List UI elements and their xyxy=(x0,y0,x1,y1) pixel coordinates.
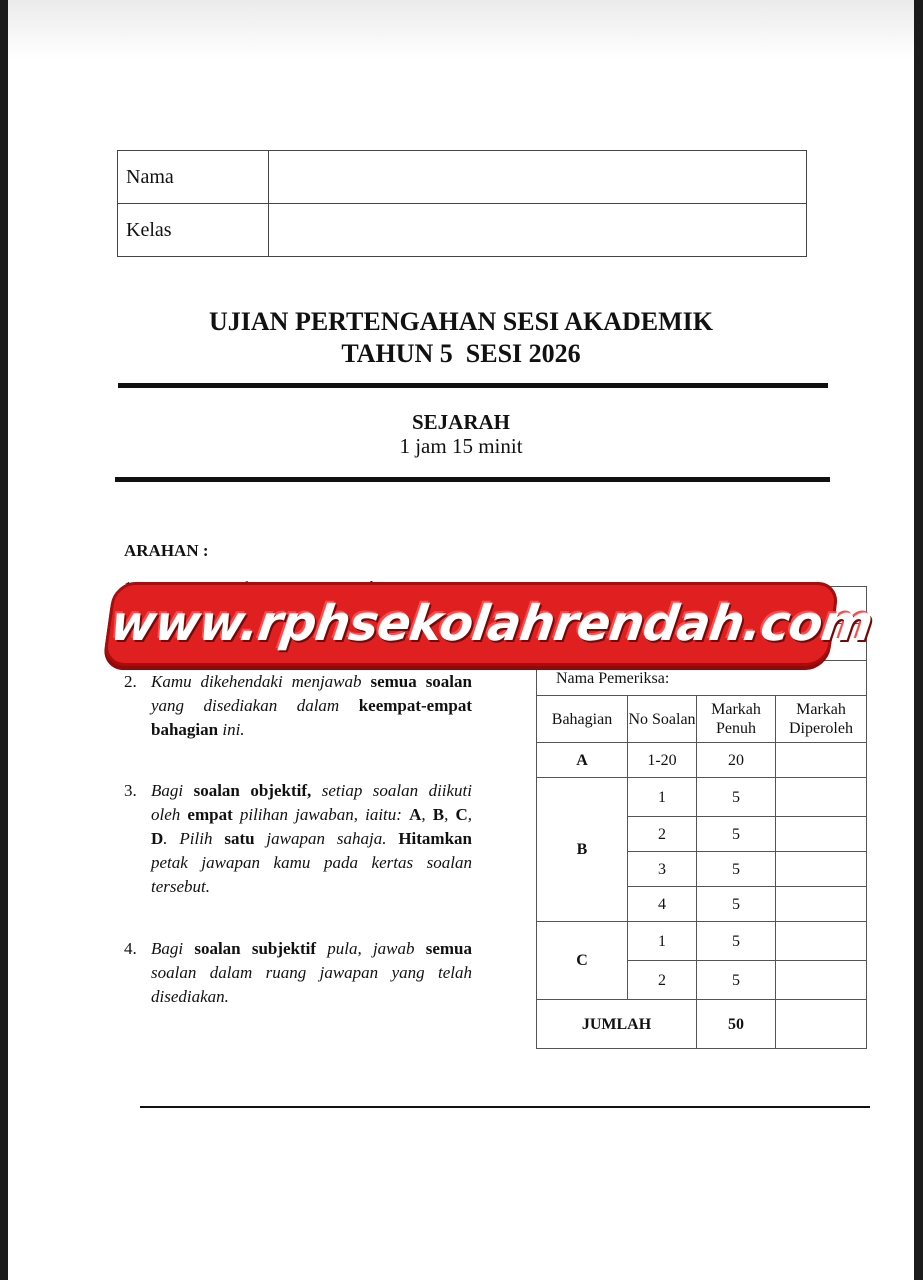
marks-obtained-cell[interactable] xyxy=(776,852,867,887)
marks-obtained-cell[interactable] xyxy=(776,961,867,1000)
question-no: 4 xyxy=(628,887,697,922)
section-a: A xyxy=(537,743,628,778)
total-label: JUMLAH xyxy=(537,1000,697,1049)
divider-top xyxy=(118,383,828,388)
question-no: 1-20 xyxy=(628,743,697,778)
instruction-2: 2. Kamu dikehendaki menjawab semua soalan yang disediakan dalam keempat-empat bahagian ini. xyxy=(124,672,472,739)
section-c: C xyxy=(537,922,628,1000)
header-question-no: No Soalan xyxy=(628,696,697,743)
watermark-banner: www.rphsekolahrendah.com xyxy=(102,582,840,666)
divider-bottom xyxy=(140,1106,870,1108)
marks-obtained-cell[interactable] xyxy=(776,778,867,817)
question-no: 1 xyxy=(628,778,697,817)
exam-page xyxy=(8,0,914,1280)
full-marks: 20 xyxy=(697,743,776,778)
name-label: Nama xyxy=(118,151,269,204)
full-marks: 5 xyxy=(697,961,776,1000)
full-marks: 5 xyxy=(697,817,776,852)
question-no: 2 xyxy=(628,817,697,852)
marks-obtained-cell[interactable] xyxy=(776,887,867,922)
total-obtained-cell[interactable] xyxy=(776,1000,867,1049)
question-no: 2 xyxy=(628,961,697,1000)
total-full-marks: 50 xyxy=(697,1000,776,1049)
instruction-3: 3. Bagi soalan objektif, setiap soalan diikuti oleh empat pilihan jawaban, iaitu: A, B, C, D. Pilih satu jawapan sahaja. Hitamkan petak jawapan kamu pada kertas soalan tersebut. xyxy=(124,781,473,896)
exam-duration: 1 jam 15 minit xyxy=(399,434,523,458)
class-label: Kelas xyxy=(118,204,269,257)
full-marks: 5 xyxy=(697,922,776,961)
section-b: B xyxy=(537,778,628,922)
instruction-4: 4. Bagi soalan subjektif pula, jawab semua soalan dalam ruang jawapan yang telah disediakan. xyxy=(124,939,472,1006)
header-marks-obtained: Markah Diperoleh xyxy=(776,696,867,743)
divider-middle xyxy=(115,477,830,482)
class-field[interactable] xyxy=(269,204,807,257)
question-no: 3 xyxy=(628,852,697,887)
marks-obtained-cell[interactable] xyxy=(776,922,867,961)
exam-year-session: TAHUN 5 SESI 2026 xyxy=(341,339,581,368)
student-info-box xyxy=(117,150,807,257)
instructions-heading: ARAHAN : xyxy=(124,541,209,560)
marks-obtained-cell[interactable] xyxy=(776,817,867,852)
examiner-name-label: Nama Pemeriksa: xyxy=(537,661,867,696)
name-field[interactable] xyxy=(269,151,807,204)
full-marks: 5 xyxy=(697,778,776,817)
exam-title: UJIAN PERTENGAHAN SESI AKADEMIK xyxy=(209,307,713,336)
full-marks: 5 xyxy=(697,887,776,922)
full-marks: 5 xyxy=(697,852,776,887)
question-no: 1 xyxy=(628,922,697,961)
page-top-shadow xyxy=(8,0,914,60)
marks-obtained-cell[interactable] xyxy=(776,743,867,778)
header-section: Bahagian xyxy=(537,696,628,743)
subject-title: SEJARAH xyxy=(411,410,511,434)
header-full-marks: Markah Penuh xyxy=(697,696,776,743)
